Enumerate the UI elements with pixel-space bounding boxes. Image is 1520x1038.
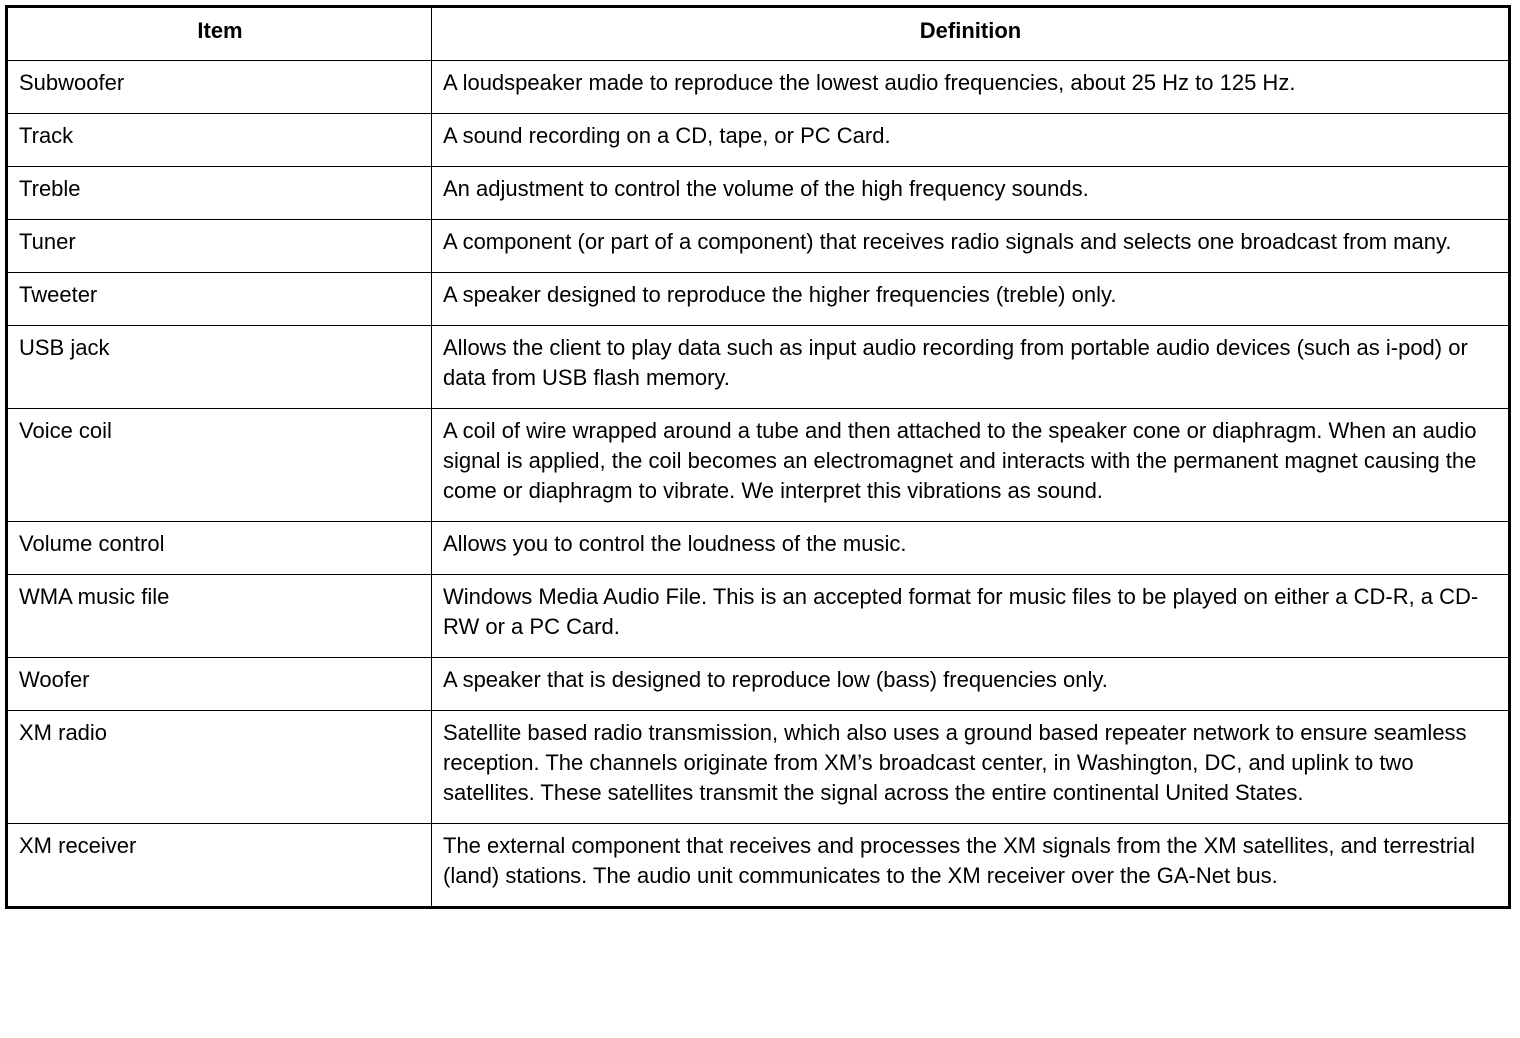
definition-cell: Satellite based radio transmission, which also uses a ground based repeater network to ensure seamless reception. The channels originate from XM’s broadcast center, in Washington, DC, and uplink to two satellites. These satellites transmit the signal across the entire continental United States. xyxy=(432,711,1510,824)
definition-cell: A speaker designed to reproduce the higher frequencies (treble) only. xyxy=(432,273,1510,326)
item-cell: XM radio xyxy=(7,711,432,824)
item-cell: Subwoofer xyxy=(7,61,432,114)
definition-cell: Allows the client to play data such as input audio recording from portable audio devices (such as i-pod) or data from USB flash memory. xyxy=(432,326,1510,409)
table-row xyxy=(7,711,1510,824)
table-row xyxy=(7,326,1510,409)
definition-cell: Windows Media Audio File. This is an accepted format for music files to be played on either a CD-R, a CD-RW or a PC Card. xyxy=(432,575,1510,658)
item-cell: Voice coil xyxy=(7,409,432,522)
definition-cell: An adjustment to control the volume of the high frequency sounds. xyxy=(432,167,1510,220)
column-header-definition: Definition xyxy=(432,7,1510,61)
table-row xyxy=(7,522,1510,575)
item-cell: USB jack xyxy=(7,326,432,409)
item-cell: WMA music file xyxy=(7,575,432,658)
item-cell: Track xyxy=(7,114,432,167)
definition-cell: A coil of wire wrapped around a tube and then attached to the speaker cone or diaphragm. When an audio signal is applied, the coil becomes an electromagnet and interacts with the permanent magnet causing the come or diaphragm to vibrate. We interpret this vibrations as sound. xyxy=(432,409,1510,522)
item-cell: Tweeter xyxy=(7,273,432,326)
item-cell: Volume control xyxy=(7,522,432,575)
table-row xyxy=(7,167,1510,220)
definition-cell: The external component that receives and processes the XM signals from the XM satellites, and terrestrial (land) stations. The audio unit communicates to the XM receiver over the GA-Net bus. xyxy=(432,824,1510,908)
table-row xyxy=(7,220,1510,273)
table-row xyxy=(7,409,1510,522)
glossary-table xyxy=(5,5,1511,909)
header-row xyxy=(7,7,1510,61)
item-cell: Woofer xyxy=(7,658,432,711)
item-cell: Treble xyxy=(7,167,432,220)
definition-cell: Allows you to control the loudness of the music. xyxy=(432,522,1510,575)
table-row xyxy=(7,61,1510,114)
definition-cell: A sound recording on a CD, tape, or PC Card. xyxy=(432,114,1510,167)
table-row xyxy=(7,575,1510,658)
column-header-item: Item xyxy=(7,7,432,61)
item-cell: XM receiver xyxy=(7,824,432,908)
definition-cell: A speaker that is designed to reproduce low (bass) frequencies only. xyxy=(432,658,1510,711)
item-cell: Tuner xyxy=(7,220,432,273)
definition-cell: A component (or part of a component) that receives radio signals and selects one broadcast from many. xyxy=(432,220,1510,273)
table-row xyxy=(7,658,1510,711)
table-row xyxy=(7,114,1510,167)
table-row xyxy=(7,273,1510,326)
table-row xyxy=(7,824,1510,908)
definition-cell: A loudspeaker made to reproduce the lowest audio frequencies, about 25 Hz to 125 Hz. xyxy=(432,61,1510,114)
